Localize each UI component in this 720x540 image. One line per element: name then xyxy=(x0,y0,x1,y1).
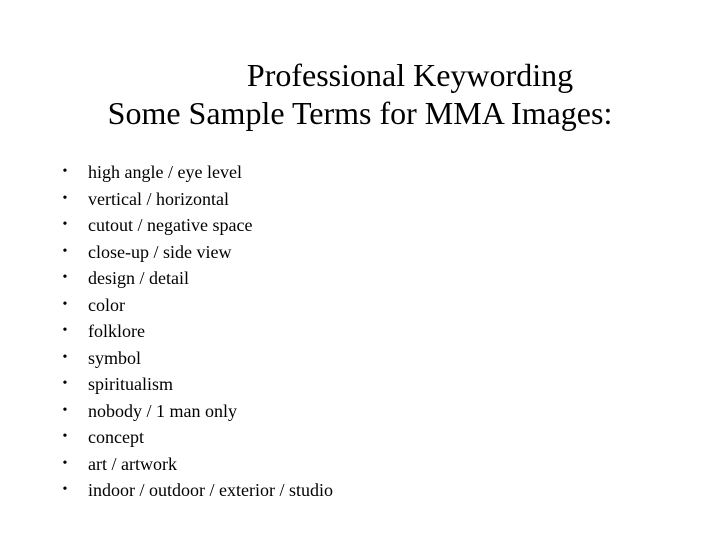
bullet-icon: • xyxy=(62,482,68,497)
bullet-icon: • xyxy=(62,296,68,312)
list-item-text: symbol xyxy=(88,347,142,368)
list-item-text: spiritualism xyxy=(88,374,173,394)
bullet-icon: • xyxy=(62,164,68,179)
list-item-text: high angle / eye level xyxy=(88,162,242,182)
list-item-text: color xyxy=(88,294,125,315)
list-item-text: close-up / side view xyxy=(88,241,232,262)
bullet-icon: • xyxy=(62,349,68,365)
bullet-icon: • xyxy=(62,402,68,418)
bullet-icon: • xyxy=(62,217,68,232)
bullet-icon: • xyxy=(62,243,68,259)
title-line-2: Some Sample Terms for MMA Images: xyxy=(107,95,613,131)
bullet-icon: • xyxy=(62,455,68,471)
bullet-icon: • xyxy=(62,270,68,285)
bullet-icon: • xyxy=(62,376,68,391)
bullet-icon: • xyxy=(62,190,68,206)
list-item-text: folklore xyxy=(88,321,145,341)
list-item-text: vertical / horizontal xyxy=(88,188,229,209)
list-item-text: cutout / negative space xyxy=(88,215,253,235)
slide-title xyxy=(0,56,720,132)
list-item-text: concept xyxy=(88,427,144,447)
bullet-icon: • xyxy=(62,429,68,444)
title-line-1: Professional Keywording xyxy=(246,57,574,93)
bullet-icon: • xyxy=(62,323,68,338)
list-item-text: design / detail xyxy=(88,268,189,288)
list-item-text: nobody / 1 man only xyxy=(88,400,237,421)
list-item-text: art / artwork xyxy=(88,453,177,474)
list-item-text: indoor / outdoor / exterior / studio xyxy=(88,480,333,500)
